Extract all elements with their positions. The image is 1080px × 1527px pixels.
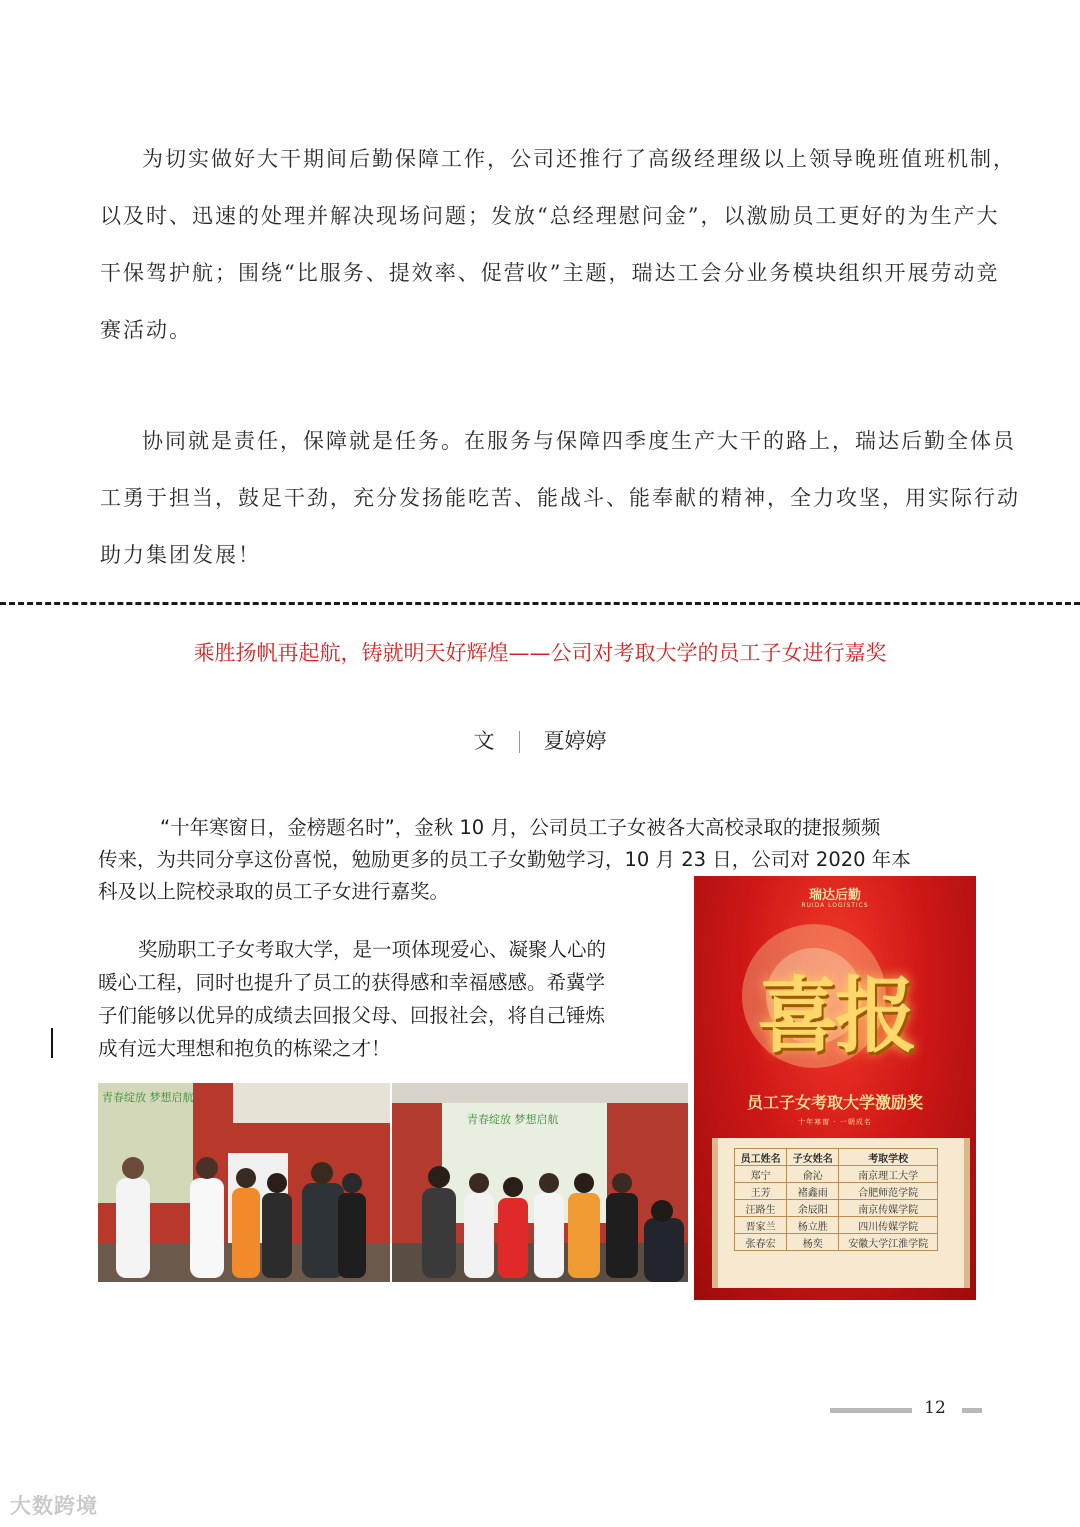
table-cell: 杨奕 — [787, 1234, 839, 1251]
text-line: 暖心工程，同时也提升了员工的获得感和幸福感感。希冀学 — [98, 971, 606, 994]
table-cell: 汪路生 — [735, 1200, 787, 1217]
byline-author: 夏婷婷 — [543, 729, 607, 753]
footer-bar-right — [962, 1408, 982, 1413]
text-line: 干保驾护航；围绕“比服务、提效率、促营收”主题，瑞达工会分业务模块组织开展劳动竞 — [100, 261, 1000, 285]
table-row — [735, 1234, 938, 1251]
text-line: 奖励职工子女考取大学，是一项体现爱心、凝聚人心的 — [138, 938, 607, 961]
article2-headline: 乘胜扬帆再起航，铸就明天好辉煌——公司对考取大学的员工子女进行嘉奖 — [193, 641, 887, 665]
table-cell: 郑宁 — [735, 1166, 787, 1183]
section-divider — [0, 602, 1080, 605]
table-header: 员工姓名 — [735, 1149, 787, 1166]
award-photo-2-image — [392, 1083, 688, 1282]
table-cell: 王芳 — [735, 1183, 787, 1200]
text-line: 协同就是责任，保障就是任务。在服务与保障四季度生产大干的路上，瑞达后勤全体员 — [142, 429, 1016, 453]
article2-paragraph-2 — [98, 933, 678, 1065]
award-poster — [694, 876, 976, 1300]
article1-paragraph-1 — [100, 131, 1016, 359]
poster-small-text: 十年寒窗 · 一朝成名 — [798, 1118, 872, 1126]
watermark: 大数跨境 — [10, 1494, 98, 1518]
table-header: 考取学校 — [839, 1149, 938, 1166]
text-line: 助力集团发展！ — [100, 543, 261, 567]
text-line: “十年寒窗日，金榜题名时”，金秋 10 月，公司员工子女被各大高校录取的捷报频频 — [160, 816, 881, 839]
footer-bar-left — [830, 1408, 912, 1413]
award-photo-2 — [392, 1083, 688, 1282]
text-line: 赛活动。 — [100, 318, 192, 342]
text-line: 工勇于担当，鼓足干劲，充分发扬能吃苦、能战斗、能奉献的精神，全力攻坚，用实际行动 — [100, 486, 1020, 510]
table-row — [735, 1183, 938, 1200]
text-line: 以及时、迅速的处理并解决现场问题；发放“总经理慰问金”，以激励员工更好的为生产大 — [100, 204, 1000, 228]
table-row — [735, 1166, 938, 1183]
table-cell: 晋家兰 — [735, 1217, 787, 1234]
photo-banner-text: 青春绽放 梦想启航 — [102, 1091, 194, 1104]
poster-subtitle: 员工子女考取大学激励奖 — [746, 1093, 923, 1112]
page-number: 12 — [924, 1398, 946, 1418]
table-cell: 余辰阳 — [787, 1200, 839, 1217]
table-cell: 合肥师范学院 — [839, 1183, 938, 1200]
poster-brand: 瑞达后勤 — [808, 888, 861, 903]
text-cursor — [51, 1028, 53, 1058]
table-cell: 杨立胜 — [787, 1217, 839, 1234]
table-cell: 南京传媒学院 — [839, 1200, 938, 1217]
table-cell: 俞沁 — [787, 1166, 839, 1183]
text-line: 成有远大理想和抱负的栋梁之才！ — [98, 1037, 391, 1060]
table-row — [735, 1217, 938, 1234]
poster-big-text: 喜报 — [756, 968, 913, 1064]
text-line: 子们能够以优异的成绩去回报父母、回报社会，将自己锤炼 — [98, 1004, 606, 1027]
table-cell: 南京理工大学 — [839, 1166, 938, 1183]
table-cell: 褚鑫雨 — [787, 1183, 839, 1200]
poster-scroll — [712, 1138, 970, 1288]
table-cell: 张春宏 — [735, 1234, 787, 1251]
award-photo-1-image — [98, 1083, 390, 1282]
article1-paragraph-2 — [100, 413, 1020, 584]
byline — [0, 725, 1080, 755]
table-row — [735, 1200, 938, 1217]
photo-banner-text: 青春绽放 梦想启航 — [467, 1113, 559, 1126]
award-photo-1 — [98, 1083, 390, 1282]
table-header: 子女姓名 — [787, 1149, 839, 1166]
byline-separator — [519, 731, 520, 753]
text-line: 科及以上院校录取的员工子女进行嘉奖。 — [98, 880, 450, 903]
byline-label: 文 — [473, 729, 495, 753]
text-line: 为切实做好大干期间后勤保障工作，公司还推行了高级经理级以上领导晚班值班机制， — [142, 147, 1016, 171]
table-cell: 安徽大学江淮学院 — [839, 1234, 938, 1251]
table-header-row — [735, 1149, 938, 1166]
text-line: 传来，为共同分享这份喜悦，勉励更多的员工子女勤勉学习，10 月 23 日，公司对 2020 年本 — [98, 848, 911, 871]
poster-brand-sub: RUIDA LOGISTICS — [801, 902, 869, 909]
award-table — [734, 1148, 938, 1251]
table-cell: 四川传媒学院 — [839, 1217, 938, 1234]
